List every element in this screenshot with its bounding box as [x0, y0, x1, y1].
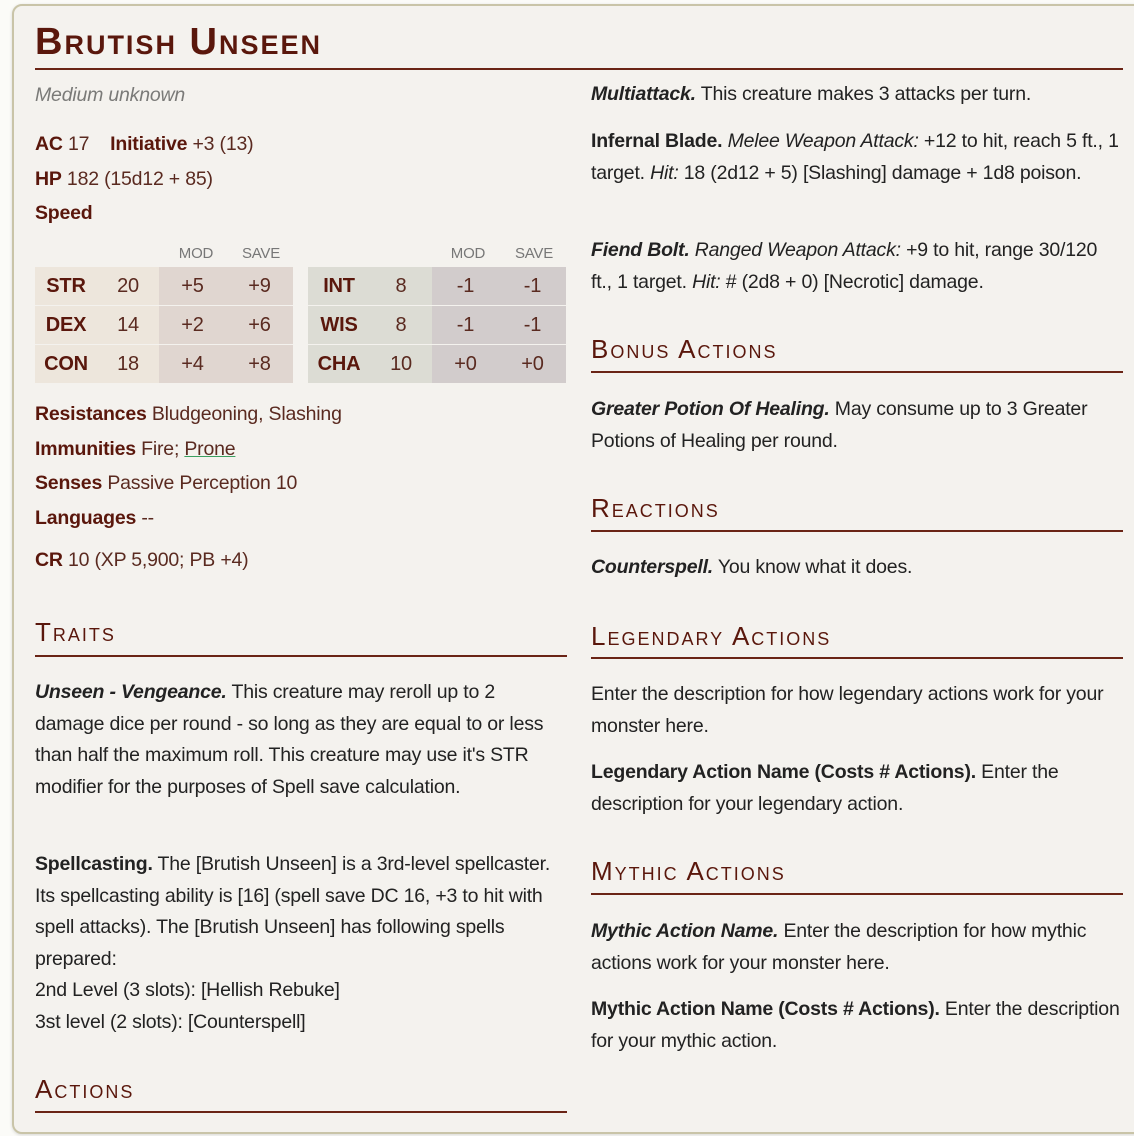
action-fiend-bolt	[591, 235, 1123, 298]
resistances-label: Resistances	[35, 403, 147, 425]
mythic-action-text: Enter the description for your mythic action.	[591, 998, 1120, 1052]
bonus-action-text: May consume up to 3 Greater Potions of Healing per round.	[591, 398, 1088, 452]
trait-spellcasting	[35, 849, 567, 1038]
languages-label: Languages	[35, 507, 137, 529]
actions-divider	[35, 1111, 567, 1113]
action-infernal-blade	[591, 126, 1123, 189]
mythic-action	[591, 994, 1123, 1057]
reaction-text: You know what it does.	[713, 556, 913, 578]
ability-score: 8	[370, 306, 432, 345]
ability-row-wis	[308, 306, 566, 345]
ability-save: -1	[499, 306, 566, 345]
ability-save: +8	[226, 345, 293, 384]
actions-heading: Actions	[35, 1074, 135, 1104]
action-text: 18 (2d12 + 5) [Slashing] damage + 1d8 poison.	[678, 161, 1082, 184]
legendary-action-text: Enter the description for your legendary action.	[591, 761, 1059, 815]
trait-text: The [Brutish Unseen] is a 3rd-level spellcaster. Its spellcasting ability is [16] (spell save DC 16, +3 to hit with spell attacks). The [Brutish Unseen] has following spells prepared:	[35, 853, 551, 970]
reaction-name: Counterspell.	[591, 556, 713, 578]
ac-line	[35, 129, 567, 161]
legendary-divider	[591, 657, 1123, 659]
hit-label: Hit:	[650, 161, 679, 184]
spell-slot-line: 3st level (2 slots): [Counterspell]	[35, 1010, 306, 1033]
bonus-divider	[591, 371, 1123, 373]
legendary-action-name: Legendary Action Name (Costs # Actions).	[591, 761, 976, 783]
ability-score: 20	[97, 267, 159, 306]
save-header: SAVE	[241, 245, 281, 262]
mythic-divider	[591, 893, 1123, 895]
cr-line	[35, 545, 567, 577]
title-divider	[35, 68, 1123, 70]
ability-table-mental	[308, 267, 566, 384]
spell-slot-line: 2nd Level (3 slots): [Hellish Rebuke]	[35, 979, 340, 1001]
speed-label: Speed	[35, 202, 93, 224]
ac-value: 17	[67, 133, 90, 155]
mod-header: MOD	[178, 245, 214, 262]
ability-name: CON	[35, 345, 97, 384]
mythic-actions-heading: Mythic Actions	[591, 856, 786, 886]
resistances-value: Bludgeoning, Slashing	[151, 403, 342, 425]
resistances-line	[35, 399, 567, 431]
ability-name: INT	[308, 267, 370, 306]
trait-unseen-vengeance	[35, 677, 567, 803]
ac-label: AC	[35, 133, 63, 155]
ability-score: 10	[370, 345, 432, 384]
action-text: # (2d8 + 0) [Necrotic] damage.	[720, 270, 984, 293]
ability-name: WIS	[308, 306, 370, 345]
senses-line	[35, 468, 567, 500]
attack-type: Ranged Weapon Attack:	[689, 239, 901, 261]
ability-score: 8	[370, 267, 432, 306]
initiative-label: Initiative	[110, 133, 188, 155]
ability-row-cha	[308, 345, 566, 384]
ability-save: +0	[499, 345, 566, 384]
hp-line	[35, 164, 567, 196]
hp-value: 182 (15d12 + 85)	[66, 168, 213, 190]
cr-value: 10 (XP 5,900; PB +4)	[67, 549, 249, 571]
save-header: SAVE	[514, 245, 554, 262]
action-name: Infernal Blade.	[591, 130, 723, 152]
traits-divider	[35, 655, 567, 657]
reactions-divider	[591, 530, 1123, 532]
cr-label: CR	[35, 549, 63, 571]
ability-mod: +2	[159, 306, 226, 345]
immunities-value: Fire;	[141, 438, 185, 460]
hp-label: HP	[35, 168, 62, 190]
monster-subtitle: Medium unknown	[35, 84, 186, 106]
mod-header: MOD	[450, 245, 486, 262]
senses-label: Senses	[35, 472, 103, 494]
immunities-line	[35, 434, 567, 466]
action-text: This creature makes 3 attacks per turn.	[695, 83, 1032, 105]
trait-name: Unseen - Vengeance.	[35, 681, 227, 703]
ability-mod: -1	[432, 267, 499, 306]
ability-name: CHA	[308, 345, 370, 384]
ability-row-dex	[35, 306, 293, 345]
ability-row-con	[35, 345, 293, 384]
trait-name: Spellcasting.	[35, 853, 153, 875]
bonus-actions-heading: Bonus Actions	[591, 334, 778, 364]
attack-type: Melee Weapon Attack:	[722, 130, 919, 152]
ability-name: STR	[35, 267, 97, 306]
ability-mod: +0	[432, 345, 499, 384]
mythic-action-name: Mythic Action Name (Costs # Actions).	[591, 998, 940, 1020]
prone-condition-link[interactable]: Prone	[184, 438, 236, 460]
bonus-action-name: Greater Potion Of Healing.	[591, 398, 830, 420]
ability-mod: +4	[159, 345, 226, 384]
ability-row-str	[35, 267, 293, 306]
ability-table-physical	[35, 267, 293, 384]
trait-text: This creature may reroll up to 2 damage dice per round - so long as they are equal to or less than half the maximum roll. This creature may use it's STR modifier for the purposes of Spell save calculation.	[35, 681, 544, 798]
action-text: +9 to hit, range 30/120 ft., 1 target.	[591, 239, 1098, 293]
bonus-action-potion	[591, 394, 1123, 457]
immunities-label: Immunities	[35, 438, 136, 460]
ability-score: 18	[97, 345, 159, 384]
ability-save: +9	[226, 267, 293, 306]
senses-value: Passive Perception 10	[107, 472, 298, 494]
reaction-counterspell	[591, 552, 1123, 584]
legendary-intro: Enter the description for how legendary actions work for your monster here.	[591, 683, 1104, 737]
ability-mod: +5	[159, 267, 226, 306]
mythic-action-text: Enter the description for how mythic actions work for your monster here.	[591, 920, 1087, 974]
traits-heading: Traits	[35, 617, 116, 647]
action-name: Multiattack.	[591, 83, 696, 105]
mythic-action-name: Mythic Action Name.	[591, 920, 779, 942]
action-text: +12 to hit, reach 5 ft., 1 target.	[591, 130, 1119, 184]
ability-row-int	[308, 267, 566, 306]
ability-name: DEX	[35, 306, 97, 345]
reactions-heading: Reactions	[591, 493, 720, 523]
legendary-actions-heading: Legendary Actions	[591, 621, 832, 651]
legendary-action	[591, 757, 1123, 820]
speed-line	[35, 198, 567, 230]
initiative-value: +3 (13)	[192, 133, 254, 155]
languages-value: --	[141, 507, 154, 529]
ability-save: +6	[226, 306, 293, 345]
ability-score: 14	[97, 306, 159, 345]
monster-name: Brutish Unseen	[35, 21, 322, 63]
action-name: Fiend Bolt.	[591, 239, 690, 261]
ability-mod: -1	[432, 306, 499, 345]
ability-save: -1	[499, 267, 566, 306]
mythic-action	[591, 916, 1123, 979]
languages-line	[35, 503, 567, 535]
hit-label: Hit:	[692, 270, 721, 293]
action-multiattack	[591, 79, 1123, 111]
